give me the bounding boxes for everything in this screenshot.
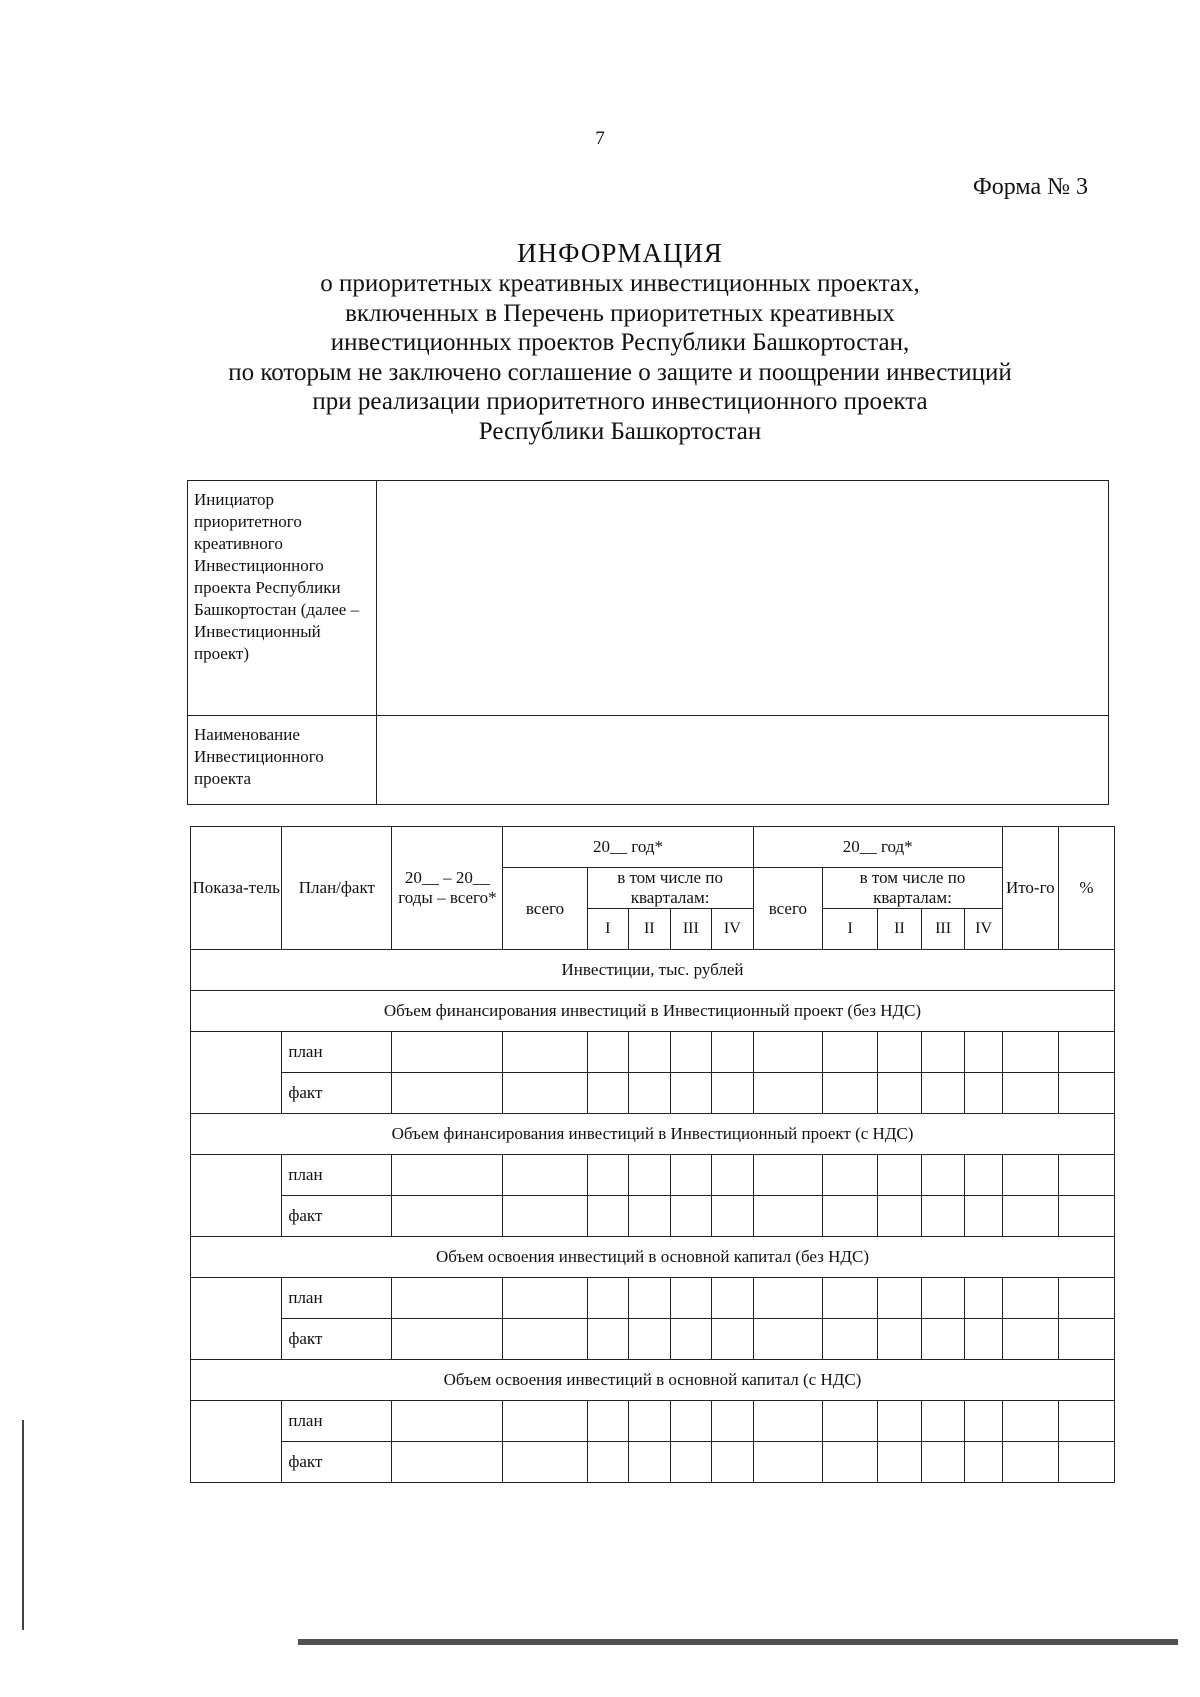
cell[interactable] [878,1278,922,1319]
cell[interactable] [921,1196,965,1237]
table-row [191,1196,1115,1237]
cell[interactable] [878,1155,922,1196]
title-line-2: включенных в Перечень приоритетных креативных [345,299,895,327]
cell[interactable] [1058,1155,1114,1196]
row-label-fact: факт [282,1196,392,1237]
cell[interactable] [392,1196,503,1237]
cell[interactable] [712,1442,754,1483]
cell[interactable] [753,1278,823,1319]
cell[interactable] [392,1442,503,1483]
header-years-total: 20__ – 20__ годы – всего* [392,827,503,950]
cell[interactable] [392,1032,503,1073]
section-row [191,1360,1115,1401]
title-line-3: инвестиционных проектов Республики Башкортостан, [330,329,910,356]
cell[interactable] [392,1073,503,1114]
cell[interactable] [587,1196,629,1237]
cell[interactable] [965,1401,1002,1442]
cell[interactable] [503,1401,587,1442]
section-row [191,991,1115,1032]
cell[interactable] [712,1401,754,1442]
header-year-2-total: всего [753,868,823,950]
cell[interactable] [878,1196,922,1237]
cell[interactable] [712,1073,754,1114]
header-year-2-quarters: в том числе по кварталам: [823,868,1003,909]
cell[interactable] [587,1073,629,1114]
cell[interactable] [921,1442,965,1483]
cell[interactable] [753,1442,823,1483]
header-year-1-total: всего [503,868,587,950]
header-y2-q1: I [823,909,878,950]
title-line-5: при реализации приоритетного инвестиционного проекта [312,388,928,415]
cell[interactable] [629,1073,671,1114]
cell[interactable] [587,1032,629,1073]
header-y2-q2: II [878,909,922,950]
cell[interactable] [965,1155,1002,1196]
form-number: Форма № 3 [972,174,1088,200]
document-title [150,238,1090,446]
cell[interactable] [392,1155,503,1196]
cell[interactable] [712,1196,754,1237]
title-line-4: по которым не заключено соглашение о защите и поощрении инвестиций [228,358,1012,386]
cell[interactable] [1002,1278,1058,1319]
cell[interactable] [1058,1032,1114,1073]
cell[interactable] [629,1032,671,1073]
header-y1-q3: III [670,909,712,950]
table-row [191,1319,1115,1360]
cell[interactable] [629,1155,671,1196]
cell[interactable] [670,1319,712,1360]
cell[interactable] [1058,1073,1114,1114]
cell[interactable] [503,1155,587,1196]
cell[interactable] [629,1319,671,1360]
cell[interactable] [823,1196,878,1237]
cell[interactable] [753,1032,823,1073]
cell[interactable] [965,1319,1002,1360]
page-number: 7 [595,128,605,149]
cell[interactable] [712,1032,754,1073]
section-title-3: Объем освоения инвестиций в основной капитал (без НДС) [191,1237,1115,1278]
row-label-plan: план [282,1278,392,1319]
row-label-plan: план [282,1032,392,1073]
header-y2-q4: IV [965,909,1002,950]
cell[interactable] [392,1278,503,1319]
cell[interactable] [921,1155,965,1196]
bottom-scan-rule [298,1639,1178,1645]
project-name-value-field[interactable] [377,716,1109,805]
cell[interactable] [392,1401,503,1442]
title-main: ИНФОРМАЦИЯ [517,238,723,268]
cell[interactable] [878,1442,922,1483]
cell[interactable] [965,1073,1002,1114]
cell[interactable] [753,1155,823,1196]
indicator-cell[interactable] [191,1278,282,1360]
table-row [191,1401,1115,1442]
header-y2-q3: III [921,909,965,950]
cell[interactable] [753,1196,823,1237]
header-year-2: 20__ год* [753,827,1002,868]
cell[interactable] [878,1319,922,1360]
cell[interactable] [823,1073,878,1114]
row-label-fact: факт [282,1442,392,1483]
header-year-1-quarters: в том числе по кварталам: [587,868,753,909]
cell[interactable] [587,1278,629,1319]
cell[interactable] [823,1442,878,1483]
investments-table [190,826,1115,1483]
cell[interactable] [503,1319,587,1360]
cell[interactable] [587,1442,629,1483]
cell[interactable] [921,1032,965,1073]
cell[interactable] [670,1278,712,1319]
cell[interactable] [878,1073,922,1114]
header-itogo: Ито-го [1002,827,1058,950]
header-year-1: 20__ год* [503,827,753,868]
cell[interactable] [670,1401,712,1442]
cell[interactable] [629,1278,671,1319]
initiator-label: Инициатор приоритетного креативного Инвестиционного проекта Республики Башкортостан (далее – Инвестиционный проект) [188,481,377,716]
header-y1-q1: I [587,909,629,950]
cell[interactable] [1002,1442,1058,1483]
cell[interactable] [587,1401,629,1442]
table-row [191,1442,1115,1483]
cell[interactable] [823,1278,878,1319]
title-line-1: о приоритетных креативных инвестиционных проектах, [320,270,920,297]
cell[interactable] [503,1442,587,1483]
section-row [191,1237,1115,1278]
cell[interactable] [1002,1319,1058,1360]
cell[interactable] [712,1155,754,1196]
row-label-plan: план [282,1155,392,1196]
header-indicator: Показа-тель [191,827,282,950]
cell[interactable] [753,1401,823,1442]
project-info-table [187,480,1109,805]
cell[interactable] [503,1073,587,1114]
investments-heading: Инвестиции, тыс. рублей [191,950,1115,991]
cell[interactable] [965,1196,1002,1237]
row-label-plan: план [282,1401,392,1442]
cell[interactable] [1002,1196,1058,1237]
cell[interactable] [712,1319,754,1360]
cell[interactable] [1058,1401,1114,1442]
cell[interactable] [823,1401,878,1442]
cell[interactable] [670,1442,712,1483]
cell[interactable] [1002,1155,1058,1196]
cell[interactable] [629,1442,671,1483]
table-row [191,1278,1115,1319]
cell[interactable] [753,1319,823,1360]
section-title-1: Объем финансирования инвестиций в Инвестиционный проект (без НДС) [191,991,1115,1032]
cell[interactable] [1058,1442,1114,1483]
cell[interactable] [921,1278,965,1319]
cell[interactable] [1002,1073,1058,1114]
title-line-6: Республики Башкортостан [478,417,762,445]
cell[interactable] [921,1073,965,1114]
project-name-label: Наименование Инвестиционного проекта [188,716,377,805]
cell[interactable] [1058,1196,1114,1237]
cell[interactable] [670,1073,712,1114]
cell[interactable] [1058,1319,1114,1360]
cell[interactable] [1002,1401,1058,1442]
cell[interactable] [823,1032,878,1073]
project-name-row [188,716,1109,805]
section-title-2: Объем финансирования инвестиций в Инвестиционный проект (с НДС) [191,1114,1115,1155]
cell[interactable] [629,1401,671,1442]
row-label-fact: факт [282,1073,392,1114]
cell[interactable] [753,1073,823,1114]
cell[interactable] [392,1319,503,1360]
cell[interactable] [965,1278,1002,1319]
cell[interactable] [670,1032,712,1073]
section-title-4: Объем освоения инвестиций в основной капитал (с НДС) [191,1360,1115,1401]
indicator-cell[interactable] [191,1401,282,1483]
cell[interactable] [965,1442,1002,1483]
header-y1-q2: II [629,909,671,950]
cell[interactable] [878,1401,922,1442]
cell[interactable] [921,1319,965,1360]
left-edge-scan-mark [22,1420,24,1630]
cell[interactable] [670,1196,712,1237]
cell[interactable] [629,1196,671,1237]
cell[interactable] [587,1319,629,1360]
cell[interactable] [878,1032,922,1073]
initiator-value-field[interactable] [377,481,1109,716]
cell[interactable] [1002,1032,1058,1073]
cell[interactable] [1058,1278,1114,1319]
cell[interactable] [823,1155,878,1196]
cell[interactable] [503,1278,587,1319]
cell[interactable] [965,1032,1002,1073]
header-y1-q4: IV [712,909,754,950]
cell[interactable] [503,1196,587,1237]
investments-heading-row [191,950,1115,991]
cell[interactable] [712,1278,754,1319]
initiator-row [188,481,1109,716]
cell[interactable] [823,1319,878,1360]
indicator-cell[interactable] [191,1032,282,1114]
header-percent: % [1058,827,1114,950]
header-plan-fact: План/факт [282,827,392,950]
table-row [191,1155,1115,1196]
cell[interactable] [503,1032,587,1073]
cell[interactable] [587,1155,629,1196]
cell[interactable] [670,1155,712,1196]
section-row [191,1114,1115,1155]
header-row-1 [191,827,1115,868]
cell[interactable] [921,1401,965,1442]
row-label-fact: факт [282,1319,392,1360]
table-row [191,1073,1115,1114]
table-row [191,1032,1115,1073]
indicator-cell[interactable] [191,1155,282,1237]
